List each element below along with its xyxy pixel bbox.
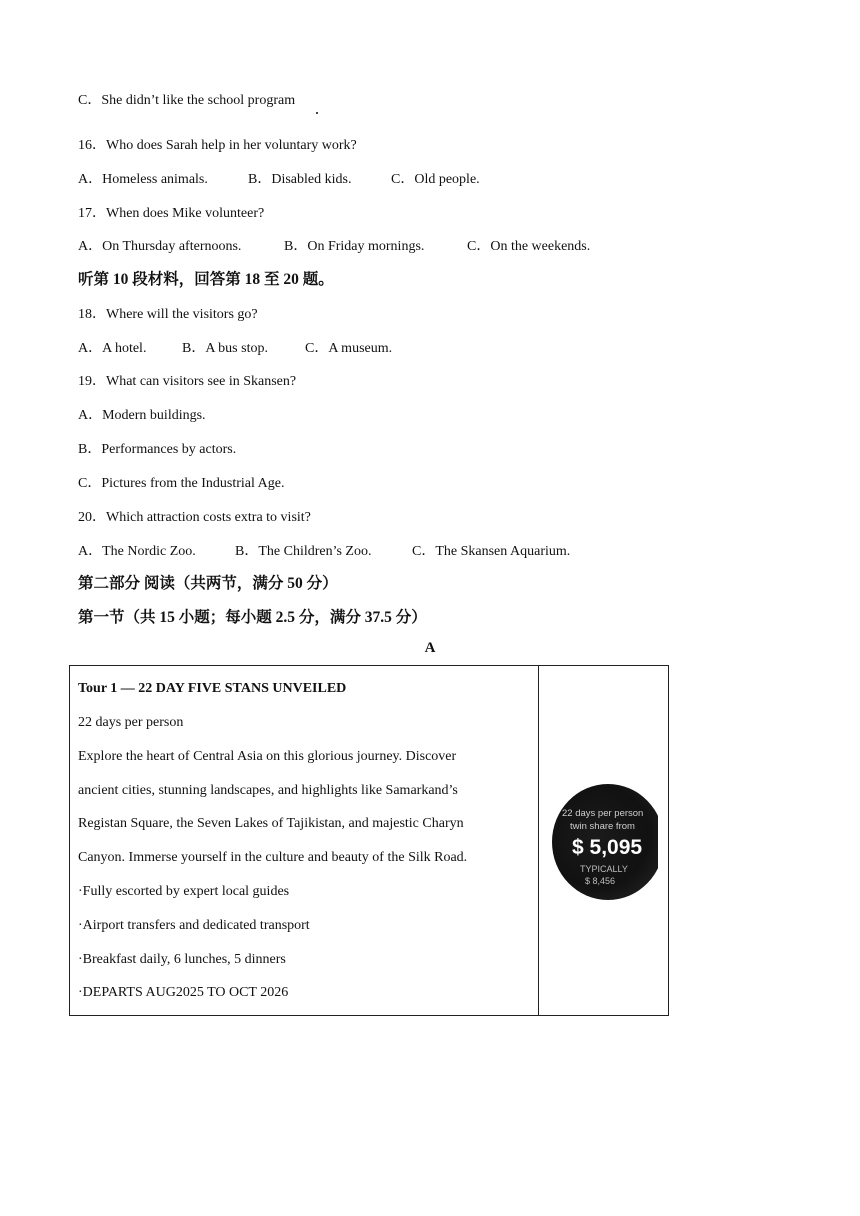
option-a: A．Homeless animals.: [78, 172, 208, 187]
option-a: A．On Thursday afternoons.: [78, 239, 242, 254]
question-19-option-c: C．Pictures from the Industrial Age.: [78, 476, 285, 491]
option-b: B．Disabled kids.: [248, 172, 352, 187]
q15-option-c: C．She didn’t like the school program: [78, 93, 296, 108]
option-a: A．The Nordic Zoo.: [78, 544, 196, 559]
tour-description-line: ancient cities, stunning landscapes, and highlights like Samarkand’s: [78, 783, 458, 798]
badge-twin-share: twin share from: [570, 821, 635, 832]
option-c: C．On the weekends.: [467, 239, 591, 254]
price-badge-circle: [552, 784, 658, 900]
tour-feature: ·Fully escorted by expert local guides: [78, 884, 290, 899]
question-20: 20．Which attraction costs extra to visit?: [78, 510, 311, 525]
badge-price: $ 5,095: [572, 836, 643, 859]
question-17: 17．When does Mike volunteer?: [78, 206, 265, 221]
option-c: C．The Skansen Aquarium.: [412, 544, 571, 559]
tour-feature: ·DEPARTS AUG2025 TO OCT 2026: [78, 985, 289, 1000]
section-1-heading: 第一节（共 15 小题；每小题 2.5 分，满分 37.5 分）: [78, 609, 427, 626]
tour-description-line: Explore the heart of Central Asia on this glorious journey. Discover: [78, 749, 457, 764]
option-c: C．Old people.: [391, 172, 480, 187]
price-badge: [550, 782, 658, 900]
tour-table: [69, 665, 669, 1016]
option-b: B．The Children’s Zoo.: [235, 544, 372, 559]
tour-description-line: Registan Square, the Seven Lakes of Tajikistan, and majestic Charyn: [78, 816, 464, 831]
option-b: B．A bus stop.: [182, 341, 268, 356]
question-20-options: [78, 540, 570, 560]
tour-duration: 22 days per person: [78, 715, 184, 730]
question-19: 19．What can visitors see in Skansen?: [78, 374, 297, 389]
stray-mark: [316, 112, 318, 114]
passage-label: A: [424, 640, 436, 656]
question-18: 18．Where will the visitors go?: [78, 307, 258, 322]
option-b: B．On Friday mornings.: [284, 239, 425, 254]
question-19-option-a: A．Modern buildings.: [78, 408, 206, 423]
tour-title: Tour 1 — 22 DAY FIVE STANS UNVEILED: [78, 681, 347, 696]
badge-duration: 22 days per person: [562, 808, 644, 819]
tour-description-line: Canyon. Immerse yourself in the culture and beauty of the Silk Road.: [78, 850, 468, 865]
part-2-heading: 第二部分 阅读（共两节，满分 50 分）: [78, 575, 338, 592]
table-divider: [538, 666, 539, 1015]
option-a: A．A hotel.: [78, 341, 147, 356]
option-c: C．A museum.: [305, 341, 393, 356]
tour-feature: ·Breakfast daily, 6 lunches, 5 dinners: [78, 952, 286, 967]
question-16-options: [78, 168, 480, 188]
question-19-option-b: B．Performances by actors.: [78, 442, 237, 457]
question-16: 16．Who does Sarah help in her voluntary work?: [78, 138, 357, 153]
section-10-heading: 听第 10 段材料，回答第 18 至 20 题。: [78, 271, 334, 288]
question-18-options: [78, 337, 392, 357]
tour-feature: ·Airport transfers and dedicated transport: [78, 918, 310, 933]
badge-typically: TYPICALLY: [580, 864, 628, 874]
question-17-options: [78, 235, 590, 255]
badge-old-price: $ 8,456: [585, 876, 616, 886]
